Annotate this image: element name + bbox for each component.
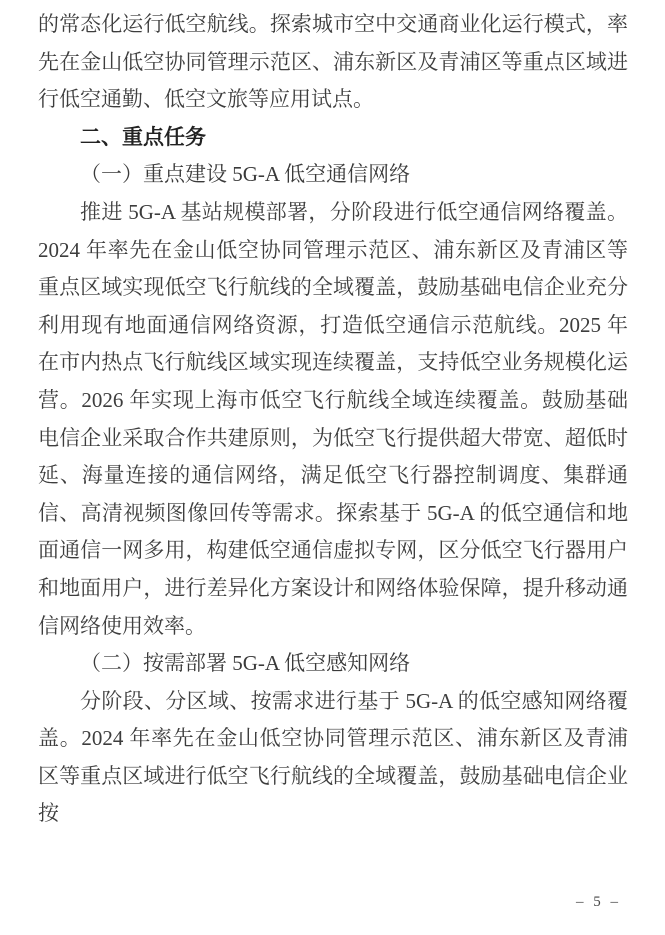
document-body bbox=[38, 6, 628, 833]
subsection-heading-5ga-communication-network: （一）重点建设 5G-A 低空通信网络 bbox=[80, 162, 411, 187]
subsection-heading-5ga-sensing-network: （二）按需部署 5G-A 低空感知网络 bbox=[80, 651, 411, 676]
section-heading-key-tasks: 二、重点任务 bbox=[80, 125, 206, 149]
paragraph-continuation: 的常态化运行低空航线。探索城市空中交通商业化运行模式，率先在金山低空协同管理示范区、浦东新区及青浦区等重点区域进行低空通勤、低空文旅等应用试点。 bbox=[38, 12, 628, 112]
paragraph-communication-network-body: 推进 5G-A 基站规模部署，分阶段进行低空通信网络覆盖。2024 年率先在金山低空协同管理示范区、浦东新区及青浦区等重点区域实现低空飞行航线的全域覆盖，鼓励基础电信企业充分利用现有地面通信网络资源，打造低空通信示范航线。2025 年在市内热点飞行航线区域实现连续覆盖，支持低空业务规模化运营。2026 年实现上海市低空飞行航线全域连续覆盖。鼓励基础电信企业采取合作共建原则，为低空飞行提供超大带宽、超低时延、海量连接的通信网络，满足低空飞行器控制调度、集群通信、高清视频图像回传等需求。探索基于 5G-A 的低空通信和地面通信一网多用，构建低空通信虚拟专网，区分低空飞行器用户和地面用户，进行差异化方案设计和网络体验保障，提升移动通信网络使用效率。 bbox=[38, 199, 628, 638]
paragraph-sensing-network-body: 分阶段、分区域、按需求进行基于 5G-A 的低空感知网络覆盖。2024 年率先在金山低空协同管理示范区、浦东新区及青浦区等重点区域进行低空飞行航线的全域覆盖，鼓励基础电信企业按 bbox=[38, 688, 628, 826]
page-number: – 5 – bbox=[576, 894, 621, 910]
